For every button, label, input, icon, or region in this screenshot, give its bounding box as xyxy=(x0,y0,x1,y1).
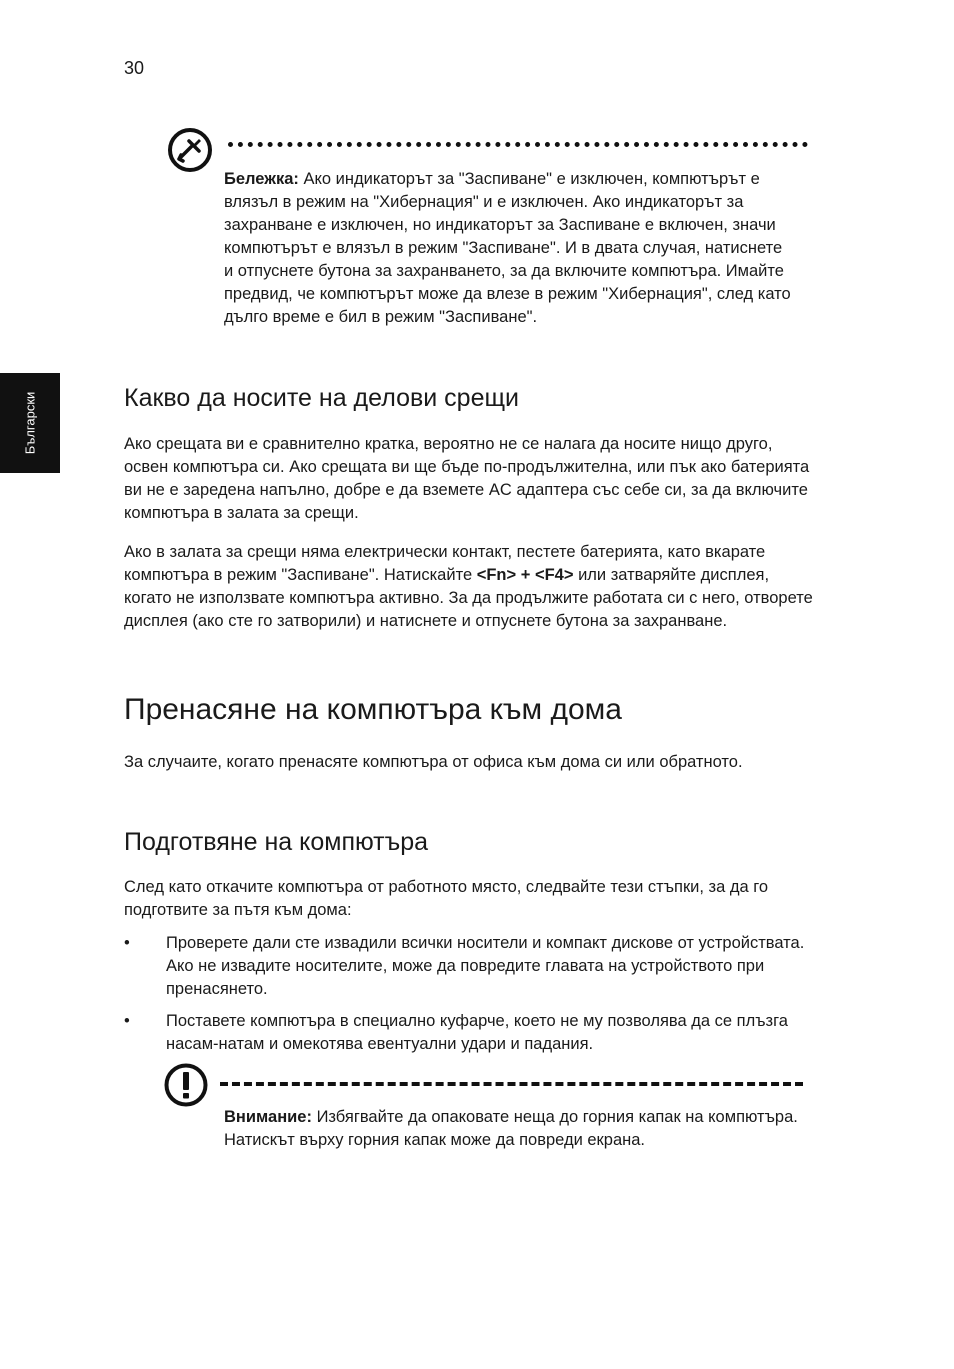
bullet-text: Проверете дали сте извадили всички носители и компакт дискове от устройствата. Ако не извадите носителите, може да повредите главата на устройството при пренасянето. xyxy=(166,934,805,998)
meetings-paragraph-2 xyxy=(124,541,814,633)
caution-label: Внимание: xyxy=(224,1108,312,1126)
caution-dashed-rule xyxy=(220,1082,803,1086)
section-heading-prepare: Подготвяне на компютъра xyxy=(124,828,429,856)
caution-text xyxy=(224,1106,804,1152)
bullet-text: Поставете компютъра в специално куфарче, което не му позволява да се плъзга насам-натам и омекотява евентуални удари и падания. xyxy=(166,1012,788,1053)
note-text xyxy=(224,168,794,329)
note-dotted-rule xyxy=(228,142,808,147)
meetings-paragraph-1: Ако срещата ви е сравнително кратка, вероятно не се налага да носите нищо друго, освен компютъра си. Ако срещата ви ще бъде по-продължителна, или пък ако батерията ви не е заредена напълно, добре е да вземете AC адаптера със себе си, за да включите компютъра в залата за срещи. xyxy=(124,435,810,522)
home-paragraph: За случаите, когато пренасяте компютъра от офиса към дома си или обратното. xyxy=(124,753,743,771)
note-body: Ако индикаторът за "Заспиване" е изключен, компютърът е влязъл в режим на "Хибернация" и е изключен. Ако индикаторът за захранване е изключен, но индикаторът за Заспиване е включен, значи компютърът е влязъл в режим "Заспиване". И в двата случая, натиснете и отпуснете бутона за захранването, за да включите компютъра. Имайте предвид, че компютърът може да влезе в режим "Хибернация", след като дълго време е бил в режим "Заспиване". xyxy=(224,170,791,326)
caution-body: Избягвайте да опаковате неща до горния капак на компютъра. Натискът върху горния капак може да повреди екрана. xyxy=(224,1108,798,1149)
note-icon xyxy=(166,126,214,174)
section-heading-meetings: Какво да носите на делови срещи xyxy=(124,384,520,412)
exclamation-icon xyxy=(163,1062,209,1108)
language-side-tab xyxy=(0,373,60,473)
language-tab-label: Български xyxy=(22,391,38,455)
bullet-mark: • xyxy=(124,934,130,952)
meetings-para2-start: Ако в залата за срещи няма електрически контакт, пестете батерията, като вкарате компютъра в режим "Заспиване". Натискайте xyxy=(124,543,766,584)
section-heading-home: Пренасяне на компютъра към дома xyxy=(124,693,622,726)
list-item xyxy=(124,1010,814,1056)
prepare-bullet-list xyxy=(124,932,814,1056)
bullet-mark: • xyxy=(124,1012,130,1030)
prepare-paragraph: След като откачите компютъра от работното място, следвайте тези стъпки, за да го подготвите за пътя към дома: xyxy=(124,878,769,919)
meetings-para2-end: или затваряйте дисплея, когато не използвате компютъра активно. За да продължите работата си с него, отворете дисплея (ако сте го затворили) и натиснете и отпуснете бутона за захранване. xyxy=(124,566,813,630)
list-item xyxy=(124,932,814,1001)
note-label: Бележка: xyxy=(224,170,299,188)
page-number: 30 xyxy=(124,58,145,78)
key-combo: <Fn> + <F4> xyxy=(476,566,574,584)
